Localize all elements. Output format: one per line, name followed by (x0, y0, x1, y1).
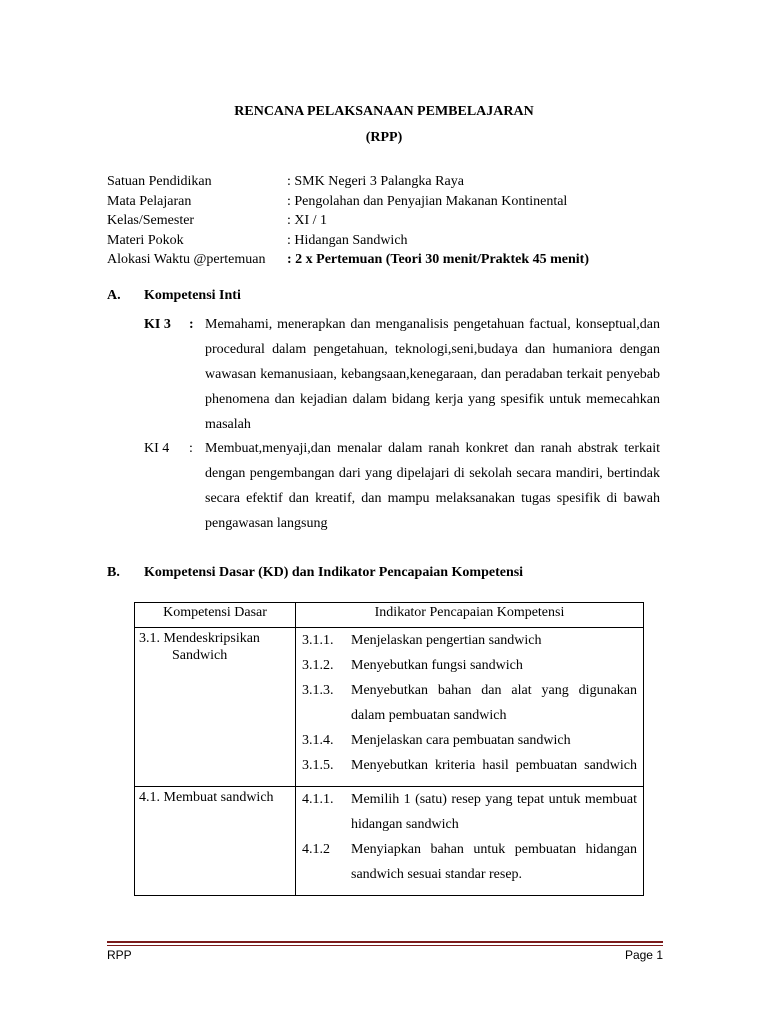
table-header-row (135, 603, 644, 628)
indicator-cell (296, 628, 644, 787)
kd-line: 3.1. Mendeskripsikan (139, 631, 260, 646)
kd-line: 4.1. Membuat sandwich (139, 790, 274, 805)
indicator-text: Menjelaskan pengertian sandwich (351, 633, 542, 648)
ki-colon: : (189, 441, 193, 456)
header-indikator: Indikator Pencapaian Kompetensi (296, 603, 644, 628)
indicator-item (302, 628, 637, 653)
indicator-cell (296, 787, 644, 896)
info-label: Satuan Pendidikan (107, 174, 212, 189)
kd-cell (135, 628, 296, 787)
info-value: : XI / 1 (287, 213, 328, 228)
footer-rule-thin (107, 945, 663, 946)
info-value: : Pengolahan dan Penyajian Makanan Kontinental (287, 193, 568, 209)
footer-page-number: Page 1 (624, 948, 663, 962)
indicator-item (302, 678, 637, 728)
ki-colon: : (189, 317, 194, 332)
info-value: : SMK Negeri 3 Palangka Raya (287, 174, 464, 189)
indicator-number: 3.1.3. (302, 683, 334, 698)
info-row-satuan (107, 172, 589, 192)
info-label: Materi Pokok (107, 232, 184, 248)
info-row-alokasi (107, 250, 589, 270)
indicator-text: Menyebutkan kriteria hasil pembuatan sandwich (351, 758, 637, 773)
indicator-number: 3.1.5. (302, 758, 334, 773)
document-title: RENCANA PELAKSANAAN PEMBELAJARAN (234, 104, 534, 119)
indicator-item (302, 753, 637, 778)
footer-doc-label: RPP (107, 948, 132, 962)
identity-block (107, 172, 589, 270)
info-label: Alokasi Waktu @pertemuan (107, 252, 266, 267)
kd-cell (135, 787, 296, 896)
section-letter: A. (107, 288, 121, 303)
indicator-text: Menyiapkan bahan untuk pembuatan hidangan sandwich sesuai standar resep. (351, 842, 637, 882)
info-row-kelas (107, 211, 589, 231)
ki-text: Membuat,menyaji,dan menalar dalam ranah konkret dan ranah abstrak terkait dengan pengembangan dari yang dipelajari di sekolah secara mandiri, bertindak secara efektif dan kreatif, dan mampu melaksanakan tugas spesifik di bawah pengawasan langsung (205, 441, 660, 531)
indicator-text: Menyebutkan fungsi sandwich (351, 658, 523, 673)
info-row-mapel (107, 192, 589, 212)
info-row-materi (107, 231, 589, 251)
ki-label: KI 4 (144, 441, 170, 456)
indicator-number: 3.1.1. (302, 633, 334, 648)
indicator-number: 4.1.2 (302, 842, 330, 857)
info-value: : Hidangan Sandwich (287, 232, 408, 248)
indicator-number: 3.1.4. (302, 733, 334, 748)
indicator-number: 3.1.2. (302, 658, 334, 673)
kd-table (134, 602, 644, 896)
table-row (135, 787, 644, 896)
section-title: Kompetensi Dasar (KD) dan Indikator Pencapaian Kompetensi (144, 565, 524, 580)
indicator-item (302, 837, 637, 887)
indicator-item (302, 787, 637, 837)
header-kompetensi-dasar: Kompetensi Dasar (135, 603, 296, 628)
indicator-text: Memilih 1 (satu) resep yang tepat untuk membuat hidangan sandwich (351, 792, 637, 832)
table-row (135, 628, 644, 787)
info-value: : 2 x Pertemuan (Teori 30 menit/Praktek 45 menit) (287, 252, 589, 267)
ki-label: KI 3 (144, 317, 171, 332)
indicator-item (302, 653, 637, 678)
info-label: Mata Pelajaran (107, 193, 192, 209)
section-title: Kompetensi Inti (144, 288, 241, 303)
indicator-text: Menyebutkan bahan dan alat yang digunakan dalam pembuatan sandwich (351, 683, 637, 723)
indicator-text: Menjelaskan cara pembuatan sandwich (351, 733, 571, 748)
footer-rule-thick (107, 941, 663, 943)
info-label: Kelas/Semester (107, 213, 195, 228)
ki-text: Memahami, menerapkan dan menganalisis pengetahuan factual, konseptual,dan procedural dalam pengetahuan, teknologi,seni,budaya dan humaniora dengan wawasan kemanusiaan, kebangsaan,kenegaraan, dan peradaban terkait penyebab phenomena dan kejadian dalam bidang kerja yang spesifik untuk memecahkan masalah (205, 317, 660, 432)
document-subtitle: (RPP) (365, 130, 403, 145)
kd-line: Sandwich (172, 648, 228, 663)
section-letter: B. (107, 565, 120, 580)
indicator-item (302, 728, 637, 753)
indicator-number: 4.1.1. (302, 792, 334, 807)
